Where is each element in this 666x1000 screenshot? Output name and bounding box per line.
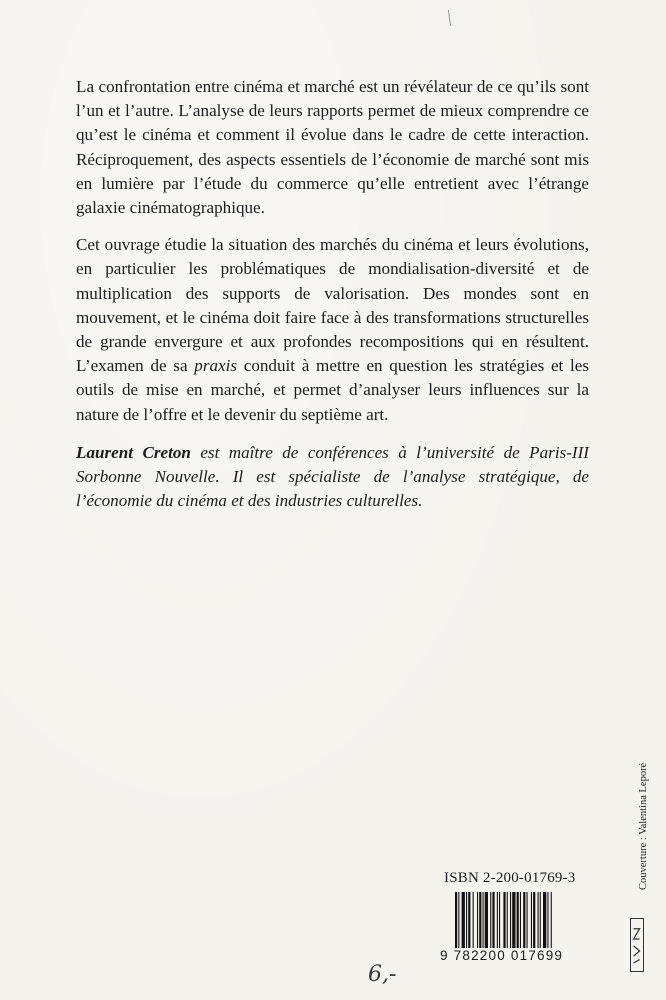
barcode-bar [499, 892, 500, 948]
barcode-bar [531, 892, 532, 948]
barcode-bar [473, 892, 474, 948]
barcode-bar [510, 892, 511, 948]
barcode-bar [492, 892, 494, 948]
barcode-bar [468, 892, 470, 948]
cover-credit: Couverture : Valentina Leporé [638, 762, 649, 890]
barcode-bar [523, 892, 525, 948]
barcode-bar [462, 892, 465, 948]
blurb-paragraph-2 [76, 233, 589, 427]
barcode-bar [543, 892, 546, 948]
author-name: Laurent Creton [76, 442, 191, 462]
barcode-bar [466, 892, 467, 948]
barcode-bar [512, 892, 515, 948]
barcode-bar [551, 892, 552, 948]
barcode-bar [540, 892, 541, 948]
barcode-bar [547, 892, 548, 948]
barcode-bar [455, 892, 457, 948]
barcode-bar [507, 892, 508, 948]
barcode-digits: 9 782200 017699 [440, 948, 564, 963]
isbn-label: ISBN 2-200-01769-3 [444, 870, 576, 886]
praxis-italic: praxis [194, 356, 238, 376]
blurb-paragraph-1: La confrontation entre cinéma et marché est un révélateur de ce qu’ils sont l’un et l’autre. L’analyse de leurs rapports permet de mieux comprendre ce qu’est le cinéma et comment il évolue dans le cadre de cette interaction. Réciproquement, des aspects essentiels de l’économie de marché sont mis en lumière par l’étude du commerce qu’elle entretient avec l’étrange galaxie cinématographique. [76, 77, 589, 218]
barcode-bar [497, 892, 498, 948]
barcode-bar [538, 892, 539, 948]
barcode-bar [485, 892, 488, 948]
blurb-text [76, 75, 589, 526]
author-bio-text: est maître de conférences à l’université de Paris-III Sorbonne Nouvelle. Il est spécialiste de l’analyse stratégique, de l’économie du cinéma et des industries culturelles. [76, 442, 589, 511]
publisher-logo-icon [630, 918, 644, 972]
handwritten-price: 6,- [368, 962, 397, 987]
author-bio [76, 441, 589, 514]
barcode-image [455, 892, 587, 948]
barcode-bar [503, 892, 505, 948]
barcode-bar [490, 892, 491, 948]
barcode-bar [477, 892, 478, 948]
barcode-bar [479, 892, 481, 948]
barcode-bar [520, 892, 521, 948]
barcode-bar [458, 892, 459, 948]
barcode-bar [533, 892, 535, 948]
paragraph-2-start: Cet ouvrage étudie la situation des marchés du cinéma et leurs évolutions, en particulier les problématiques de mondialisation-diversité et de multiplication des supports de valorisation. Des mondes sont en mouvement, et le cinéma doit faire face à des transformations structurelles de grande envergure et aux profondes recompositions qui en résultent. L’examen de sa [76, 235, 589, 376]
barcode-bar [527, 892, 528, 948]
barcode-bar [517, 892, 519, 948]
paragraph-2-end: conduit à mettre en question les stratégies et les outils de mise en marché, et permet d’analyser leurs influences sur la nature de l’offre et le devenir du septième art. [76, 356, 589, 424]
scan-mark [448, 10, 451, 26]
barcode-bar [483, 892, 484, 948]
